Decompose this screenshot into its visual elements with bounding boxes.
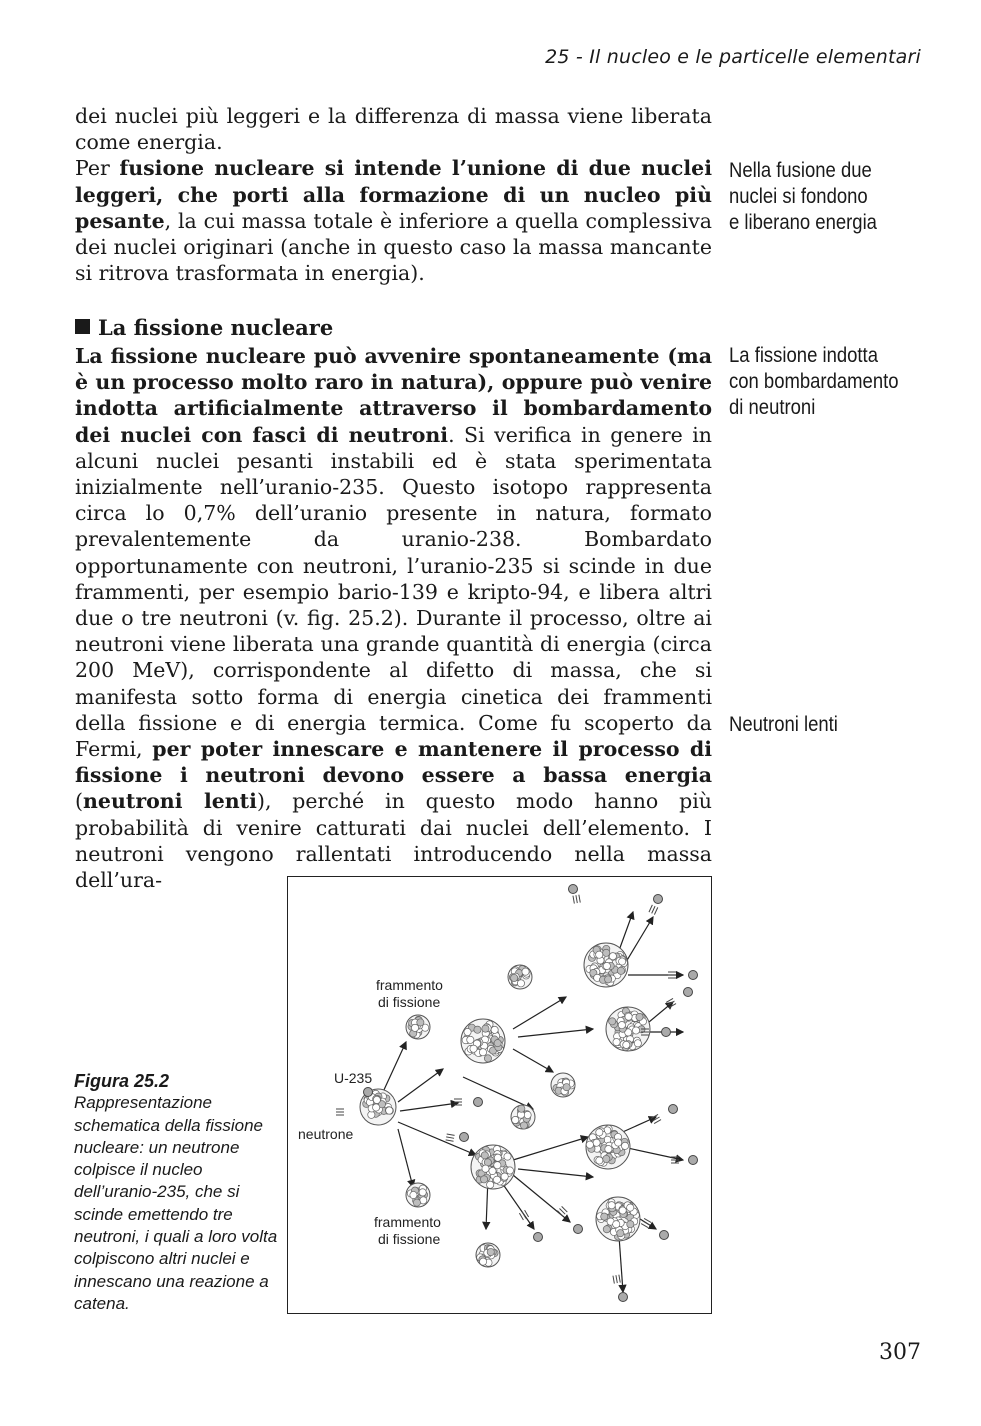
nucleus [596, 1197, 640, 1241]
text-run: , la cui massa totale è inferiore a quella complessiva dei nuclei originari (anche in questo caso la massa mancante si ritrova trasformata in energia). [75, 208, 712, 286]
neutron-dot [574, 1225, 583, 1234]
arrow [623, 1147, 683, 1160]
running-head: 25 - Il nucleo e le particelle elementari [545, 46, 921, 68]
caption-text: Rappresentazione schematica della fissione nucleare: un neutrone colpisce il nucleo dell’uranio-235, che si scinde emettendo tre neutroni, i quali a loro volta colpiscono altri nuclei e innescano una reazione a catena. [74, 1093, 278, 1313]
neutron-dot [460, 1133, 469, 1142]
square-bullet-icon [75, 319, 90, 334]
neutron-dot [660, 1231, 669, 1240]
page-number: 307 [879, 1340, 921, 1365]
fragment-nucleus [476, 1243, 500, 1267]
text-run: Per [75, 156, 120, 181]
neutron-dot [569, 885, 578, 894]
margin-note-line: con bombardamento [729, 370, 899, 393]
motion-lines [649, 905, 658, 915]
text-run: ), perché in questo modo hanno più probabilità di venire catturati dai nuclei dell’elemento. I neutroni vengono rallentati introducendo nella massa dell’ura- [75, 789, 712, 893]
text-run: . Si verifica in genere in alcuni nuclei pesanti instabili ed è stata sperimentata inizialmente nell’uranio-235. Questo isotopo rappresenta circa lo 0,7% dell’uranio presente in natura, formato prevalentemente da uranio-238. Bombardato opportunamente con neutroni, l’uranio-235 si scinde in due frammenti, per esempio bario-139 e kripto-94, e libera altri due o tre neutroni (v. fig. 25.2). Durante il processo, oltre ai neutroni viene liberata una grande quantità di energia (circa 200 MeV), corrispondente al difetto di massa, che si manifesta sotto forma di energia cinetica dei frammenti della fissione e di energia termica. Come fu scoperto da Fermi, [75, 422, 712, 762]
label-fragment-bottom-2: di fissione [378, 1231, 441, 1247]
margin-note-line: Nella fusione due [729, 159, 872, 182]
arrow [398, 1069, 443, 1102]
arrow [513, 1049, 553, 1072]
nucleus [461, 1019, 505, 1063]
neutron-dot [619, 1293, 628, 1302]
fragment-nucleus [511, 1105, 535, 1129]
margin-note-line: La fissione indotta [729, 344, 878, 367]
arrow [518, 1029, 593, 1037]
label-fragment-bottom-1: frammento [374, 1214, 441, 1230]
arrow [463, 1077, 533, 1109]
margin-note-fission [729, 343, 899, 421]
fragment-nucleus [551, 1073, 575, 1097]
section-heading-text: La fissione nucleare [98, 315, 334, 340]
label-u235: U-235 [334, 1070, 373, 1086]
margin-note-line: Neutroni lenti [729, 713, 838, 736]
section-heading [75, 315, 333, 341]
margin-note-fusion [729, 158, 877, 236]
bold-run: fusione nucleare si intende l’unione di due nuclei leggeri, che porti alla formazione di un nucleo più pesante [75, 156, 712, 233]
margin-note-line: nuclei si fondono [729, 185, 868, 208]
motion-lines [641, 1218, 651, 1227]
fragment-nucleus [406, 1015, 430, 1039]
figure-fission-diagram [287, 876, 712, 1314]
arrow [513, 997, 566, 1029]
margin-note-line: di neutroni [729, 396, 816, 419]
text-run: ( [75, 789, 83, 814]
motion-lines [446, 1134, 455, 1141]
motion-lines [557, 1206, 567, 1216]
arrow [513, 1137, 588, 1160]
nucleus [584, 943, 628, 987]
neutron-dot [669, 1105, 678, 1114]
paragraph-fusion [75, 103, 712, 286]
label-fragment-top-2: di fissione [378, 994, 441, 1010]
neutron-dot [534, 1233, 543, 1242]
neutron-dot [689, 1156, 698, 1165]
bold-run: neutroni lenti [83, 789, 257, 814]
margin-note-line: e liberano energia [729, 211, 877, 234]
nucleus [471, 1145, 515, 1189]
motion-lines [668, 972, 676, 978]
motion-lines [613, 1275, 620, 1284]
nucleus [586, 1125, 630, 1169]
fragment-nucleus [406, 1183, 430, 1207]
neutron-dot [684, 988, 693, 997]
label-fragment-top-1: frammento [376, 977, 443, 993]
fragment-nucleus [508, 965, 532, 989]
motion-lines [573, 895, 580, 904]
motion-lines [336, 1109, 344, 1115]
arrow [400, 1103, 458, 1111]
bold-run: per poter innescare e mantenere il processo di fissione i neutroni devono essere a bassa energia [75, 737, 712, 788]
neutron-dot [662, 1028, 671, 1037]
label-neutron: neutrone [298, 1126, 354, 1142]
arrow [518, 1169, 593, 1177]
arrow [383, 1042, 406, 1092]
figure-caption [74, 1070, 284, 1315]
paragraph-fission [75, 343, 712, 893]
bold-run: La fissione nucleare può avvenire spontaneamente (ma è un processo molto raro in natura), oppure può venire indotta artificialmente attraverso il bombardamento dei nuclei con fasci di neutroni [75, 344, 712, 447]
neutron-dot [654, 895, 663, 904]
margin-note-slow-neutrons [729, 712, 838, 738]
neutron-dot [689, 971, 698, 980]
neutron-dot [364, 1088, 373, 1097]
text-run: dei nuclei più leggeri e la differenza di massa viene liberata come energia. [75, 104, 712, 155]
motion-lines [454, 1099, 462, 1105]
fission-chain-svg [288, 877, 710, 1312]
neutron-dot [474, 1098, 483, 1107]
arrow [398, 1129, 413, 1187]
caption-title: Figura 25.2 [74, 1071, 170, 1091]
